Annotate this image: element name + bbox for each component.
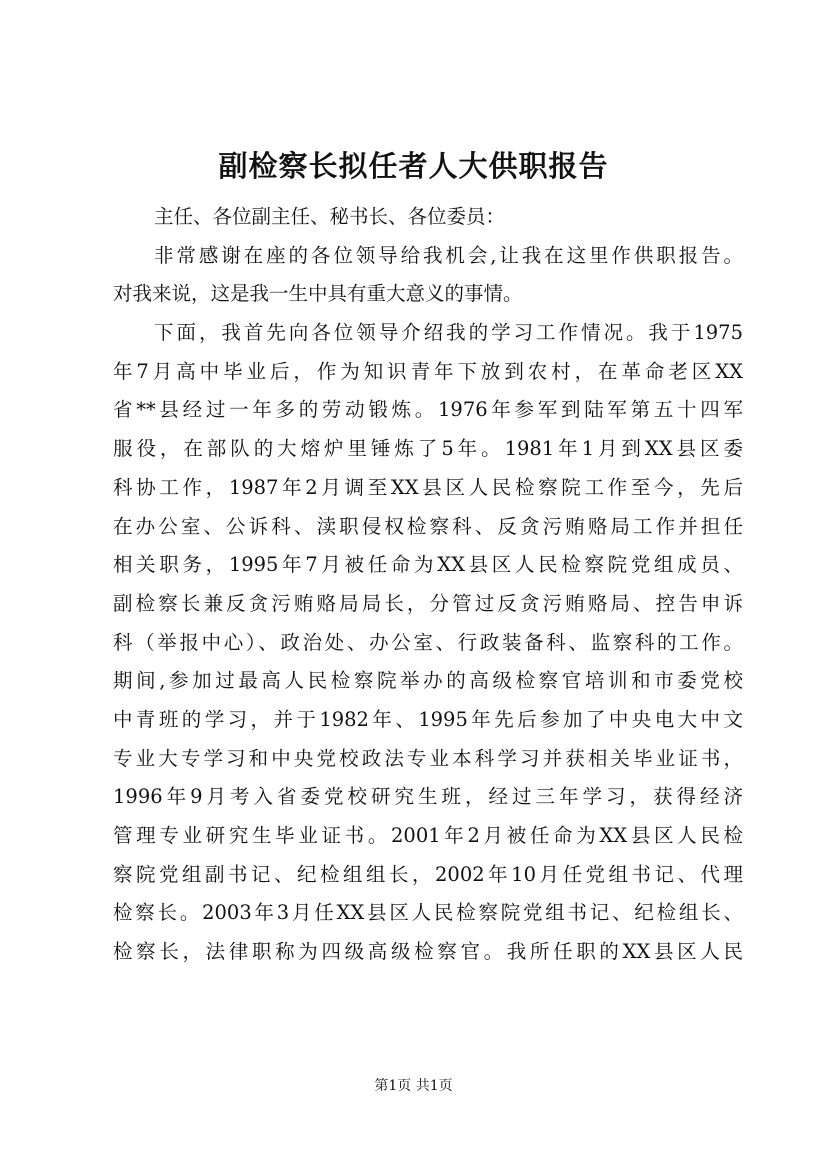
document-body	[113, 198, 743, 972]
body-line: 管理专业研究生毕业证书。2001年2月被任命为XX县区人民检	[113, 824, 743, 847]
body-line: 相关职务，1995年7月被任命为XX县区人民检察院党组成员、	[113, 553, 743, 577]
body-line: 下面，我首先向各位领导介绍我的学习工作情况。我于1975	[154, 321, 743, 345]
body-line: 专业大专学习和中央党校政法专业本科学习并获相关毕业证书，	[113, 746, 743, 770]
body-line: 检察长。2003年3月任XX县区人民检察院党组书记、纪检组长、	[113, 901, 743, 925]
body-line: 期间,参加过最高人民检察院举办的高级检察官培训和市委党校	[113, 669, 743, 693]
body-line: 中青班的学习，并于1982年、1995年先后参加了中央电大中文	[113, 707, 743, 731]
document-title: 副检察长拟任者人大供职报告	[218, 149, 609, 183]
body-line: 服役，在部队的大熔炉里锤炼了5年。1981年1月到XX县区委	[113, 437, 743, 461]
body-line: 在办公室、公诉科、渎职侵权检察科、反贪污贿赂局工作并担任	[113, 514, 743, 538]
body-line: 对我来说，这是我一生中具有重大意义的事情。	[113, 282, 523, 306]
body-line: 科协工作，1987年2月调至XX县区人民检察院工作至今，先后	[113, 475, 743, 499]
body-line: 非常感谢在座的各位领导给我机会,让我在这里作供职报告。	[154, 243, 743, 267]
body-line: 察院党组副书记、纪检组组长，2002年10月任党组书记、代理	[113, 862, 743, 886]
body-line: 1996年9月考入省委党校研究生班，经过三年学习，获得经济	[113, 785, 743, 809]
body-line: 省**县经过一年多的劳动锻炼。1976年参军到陆军第五十四军	[113, 398, 743, 422]
body-line: 科（举报中心）、政治处、办公室、行政装备科、监察科的工作。	[113, 630, 743, 654]
body-line: 副检察长兼反贪污贿赂局局长，分管过反贪污贿赂局、控告申诉	[113, 591, 743, 615]
page-footer: 第1页 共1页	[374, 1078, 453, 1094]
body-line: 主任、各位副主任、秘书长、各位委员：	[154, 205, 506, 228]
body-line: 年7月高中毕业后，作为知识青年下放到农村，在革命老区XX	[113, 359, 743, 383]
body-line: 检察长，法律职称为四级高级检察官。我所任职的XX县区人民	[113, 940, 743, 964]
